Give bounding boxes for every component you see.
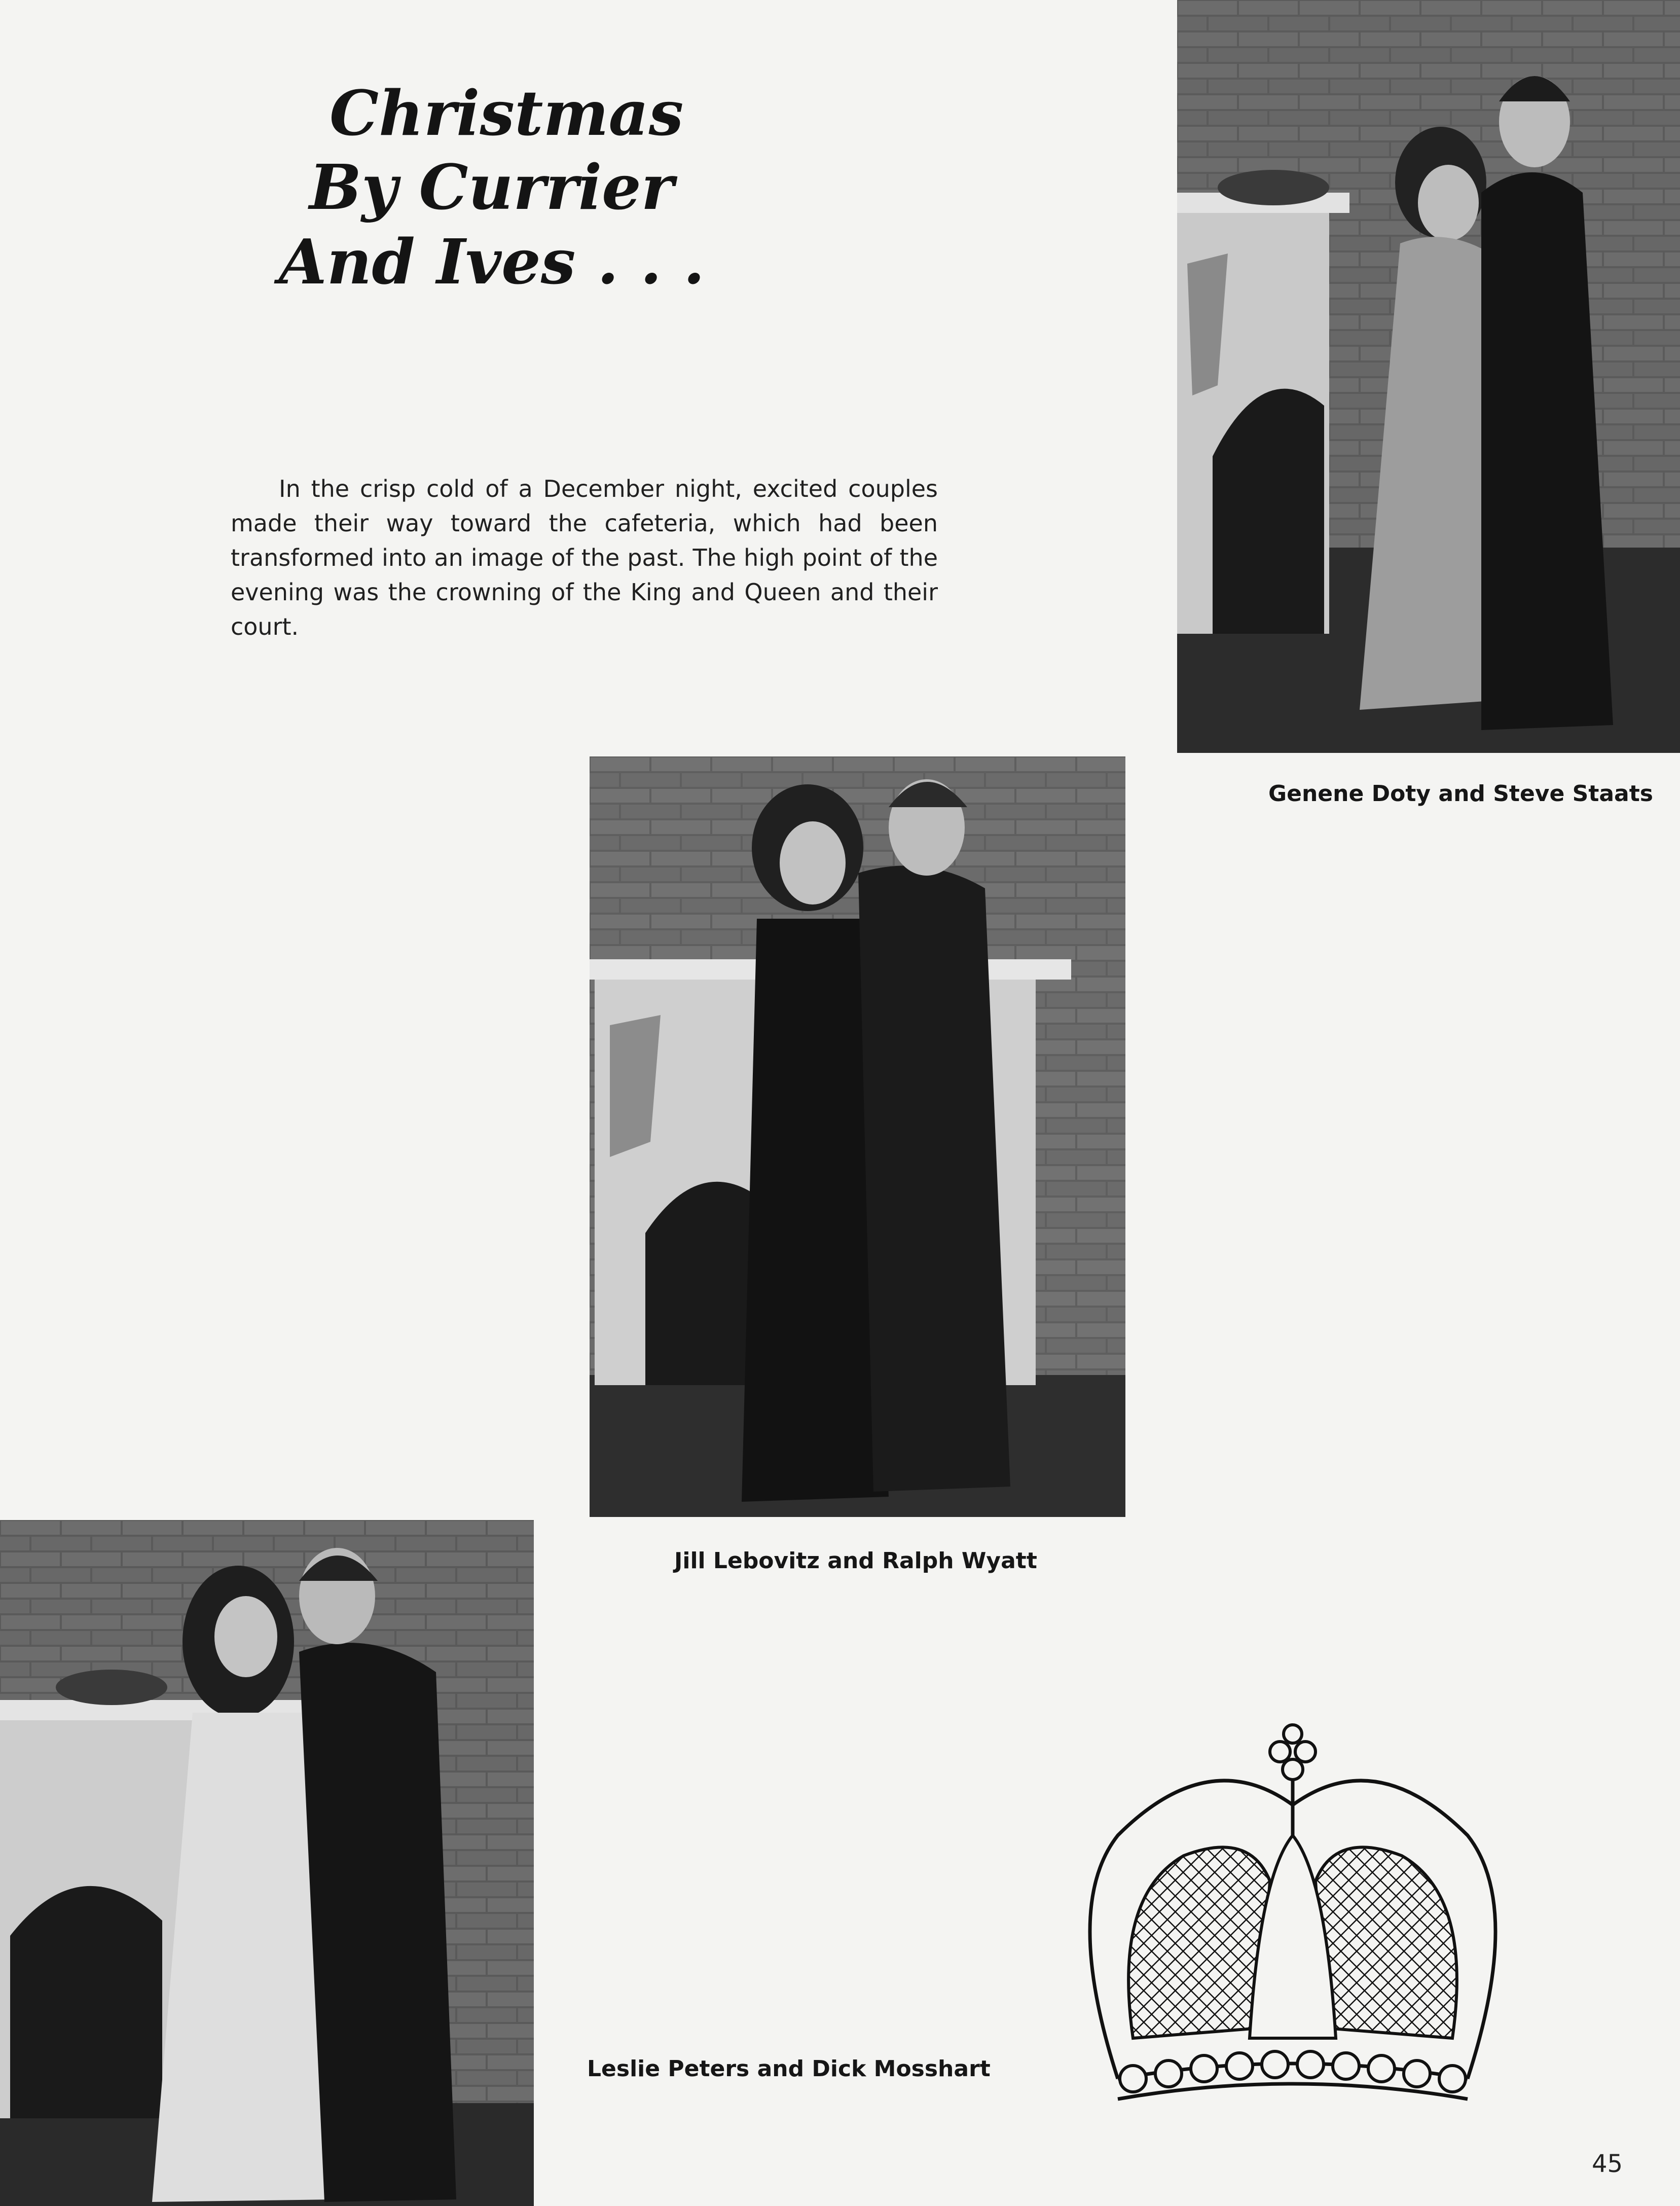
photo-couple-1 bbox=[1177, 0, 1680, 753]
photo-caption: Leslie Peters and Dick Mosshart bbox=[587, 2056, 991, 2082]
title-line: Christmas bbox=[330, 77, 684, 150]
photo-couple-3 bbox=[0, 1520, 534, 2206]
crown-illustration bbox=[1057, 1714, 1528, 2119]
intro-paragraph: In the crisp cold of a December night, excited couples made their way toward the cafeteria, which had been transformed into an image of the past. The high point of the evening was the crowning of the King and Queen and their court. bbox=[231, 475, 938, 640]
page-title bbox=[269, 76, 705, 299]
title-line: And Ives . . . bbox=[279, 225, 705, 298]
photo-caption: Genene Doty and Steve Staats bbox=[1268, 781, 1653, 807]
photo-caption: Jill Lebovitz and Ralph Wyatt bbox=[674, 1548, 1037, 1574]
photo-couple-2 bbox=[590, 756, 1125, 1517]
page-number: 45 bbox=[1592, 2150, 1623, 2178]
title-line: By Currier bbox=[309, 151, 674, 224]
